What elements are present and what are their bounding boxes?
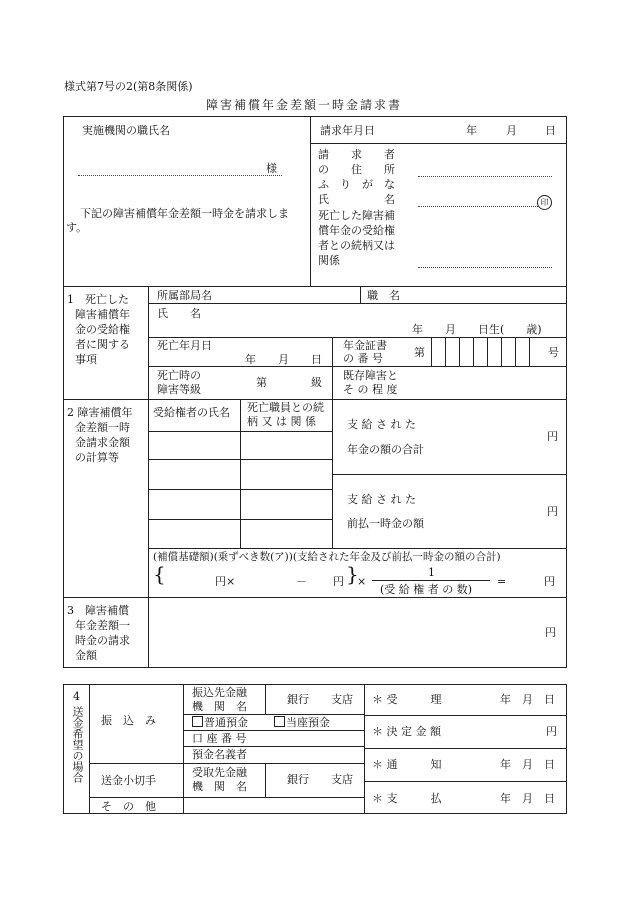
section3-label-2: 年金差額一 [75,619,130,632]
pension-total-label-2: 年金の額の合計 [347,443,424,456]
formula-minus: － [296,575,307,588]
receiving-bank-branch: 銀行 支店 [287,773,353,786]
office-amount-label: ＊ 決 定 金 額 [372,725,441,738]
office-amount-value: 円 [546,725,557,738]
go-label: 号 [548,346,559,359]
dai-label: 第 [414,346,425,359]
official-name-field[interactable] [78,175,282,176]
account-holder-label: 預金名義者 [192,748,247,761]
death-date-label: 死亡年月日 [157,339,212,352]
claimant-row-1: 請 求 者 [318,148,395,161]
transfer-bank-branch: 銀行 支店 [287,693,353,706]
grade-label-1: 死亡時の [157,369,201,382]
section3-label-4: 金額 [75,649,97,662]
dept-label: 所属部局名 [157,289,212,302]
relation-row-2: 償年金の受給権 [318,224,395,237]
request-text-2: す。 [66,221,88,234]
formula-equals: = [497,575,507,588]
checkbox-icon[interactable] [192,716,203,727]
section1-label-2: 障害補償年 [75,308,130,321]
col-relation-2: 柄 又 は 関 係 [247,415,316,428]
claimant-row-4: 氏 名 [318,193,395,206]
formula-denominator: (受 給 権 者 の 数) [380,583,473,596]
deceased-name-label: 氏 名 [157,307,201,320]
brace-close-icon: } [346,562,359,586]
section1-label-5: 事項 [75,353,97,366]
month-label: 月 [506,124,517,137]
checkbox-icon[interactable] [274,716,285,727]
pension-cert-label-2: の 番 号 [343,352,383,365]
birth-label: 年 月 日生( 歳) [412,323,542,336]
post-label: 職 名 [367,289,400,302]
seal-icon: 印 [537,195,552,210]
section1-label-4: 者に関する [75,338,130,351]
sama-label: 様 [266,162,277,175]
year-label: 年 [466,124,477,137]
address-field[interactable] [418,176,552,177]
office-payment-value: 年 月 日 [500,792,555,805]
formula-yen-times: 円× [215,575,236,588]
office-notice-value: 年 月 日 [500,758,555,771]
formula-one: 1 [428,566,435,579]
section2-label-2: 金差額一時 [75,421,130,434]
office-payment-label: ＊ 支 払 [372,792,442,805]
office-received-value: 年 月 日 [500,693,555,706]
lump-sum-yen: 円 [547,505,558,518]
relation-row-4: 関係 [318,254,340,267]
claimant-row-3: ふ り が な [318,178,395,191]
pension-total-label-1: 支 給 さ れ た [347,418,416,431]
section1-label-1: 1 死亡した [67,293,129,306]
existing-label-2: そ の 程 度 [343,383,398,396]
grade-label-2: 障害等級 [157,383,201,396]
request-text: 下記の障害補償年金差額一時金を請求しま [80,207,289,220]
relation-row-1: 死亡した障害補 [318,209,395,222]
receiving-bank-label-1: 受取先金融 [192,766,247,779]
lump-sum-label-2: 前払一時金の額 [347,517,424,530]
lump-sum-label-1: 支 給 さ れ た [347,493,416,506]
formula-times: × [357,575,367,588]
name-field[interactable] [418,206,538,207]
pension-cert-label-1: 年金証書 [343,339,387,352]
formula-header: (補償基礎額)(乗ずべき数(ア))(支給された年金及び前払一時金の額の合計) [153,551,501,563]
section3-yen: 円 [545,626,556,639]
form-title: 障害補償年金差額一時金請求書 [206,98,403,112]
main-form-table [63,116,567,668]
other-label: そ の 他 [101,800,156,813]
relation-row-3: 者との続柄又は [318,239,395,252]
section4-number: 4 [73,690,80,703]
request-date-label: 請求年月日 [320,124,375,137]
section2-label-4: の計算等 [75,451,119,464]
transfer-bank-label-2: 機 関 名 [192,700,247,713]
office-notice-label: ＊ 通 知 [372,758,442,771]
official-label: 実施機関の職氏名 [82,124,170,137]
existing-label-1: 既存障害と [343,369,398,382]
relation-field[interactable] [418,267,552,268]
furikomi-label: 振 込 み [101,714,156,727]
section2-label-1: 2 障害補償年 [67,406,133,419]
receiving-bank-label-2: 機 関 名 [192,780,247,793]
ordinary-deposit-option[interactable]: 普通預金 [192,716,248,729]
transfer-bank-label-1: 振込先金融 [192,686,247,699]
section3-label-1: 3 障害補償 [67,604,129,617]
office-received-label: ＊ 受 理 [372,693,442,706]
col-relation-1: 死亡職員との続 [247,401,324,414]
formula-result-yen: 円 [544,575,555,588]
brace-open-icon: { [153,562,166,586]
section1-label-3: 金の受給権 [75,323,130,336]
section4-vertical-label: 送金希望の場合 [71,706,84,783]
death-ymd: 年 月 日 [245,353,322,366]
section3-label-3: 時金の請求 [75,634,130,647]
remittance-check-label: 送金小切手 [101,774,156,787]
section2-label-3: 金請求金額 [75,436,130,449]
grade-value: 第 級 [256,376,322,389]
current-deposit-option[interactable]: 当座預金 [274,716,330,729]
claimant-row-2: の 住 所 [318,163,395,176]
formula-yen: 円 [333,575,344,588]
account-number-label: 口 座 番 号 [192,732,247,745]
form-number: 様式第7号の2(第8条関係) [64,80,193,93]
pension-total-yen: 円 [547,430,558,443]
day-label: 日 [545,124,556,137]
col-recipient-name: 受給権者の氏名 [153,406,230,419]
